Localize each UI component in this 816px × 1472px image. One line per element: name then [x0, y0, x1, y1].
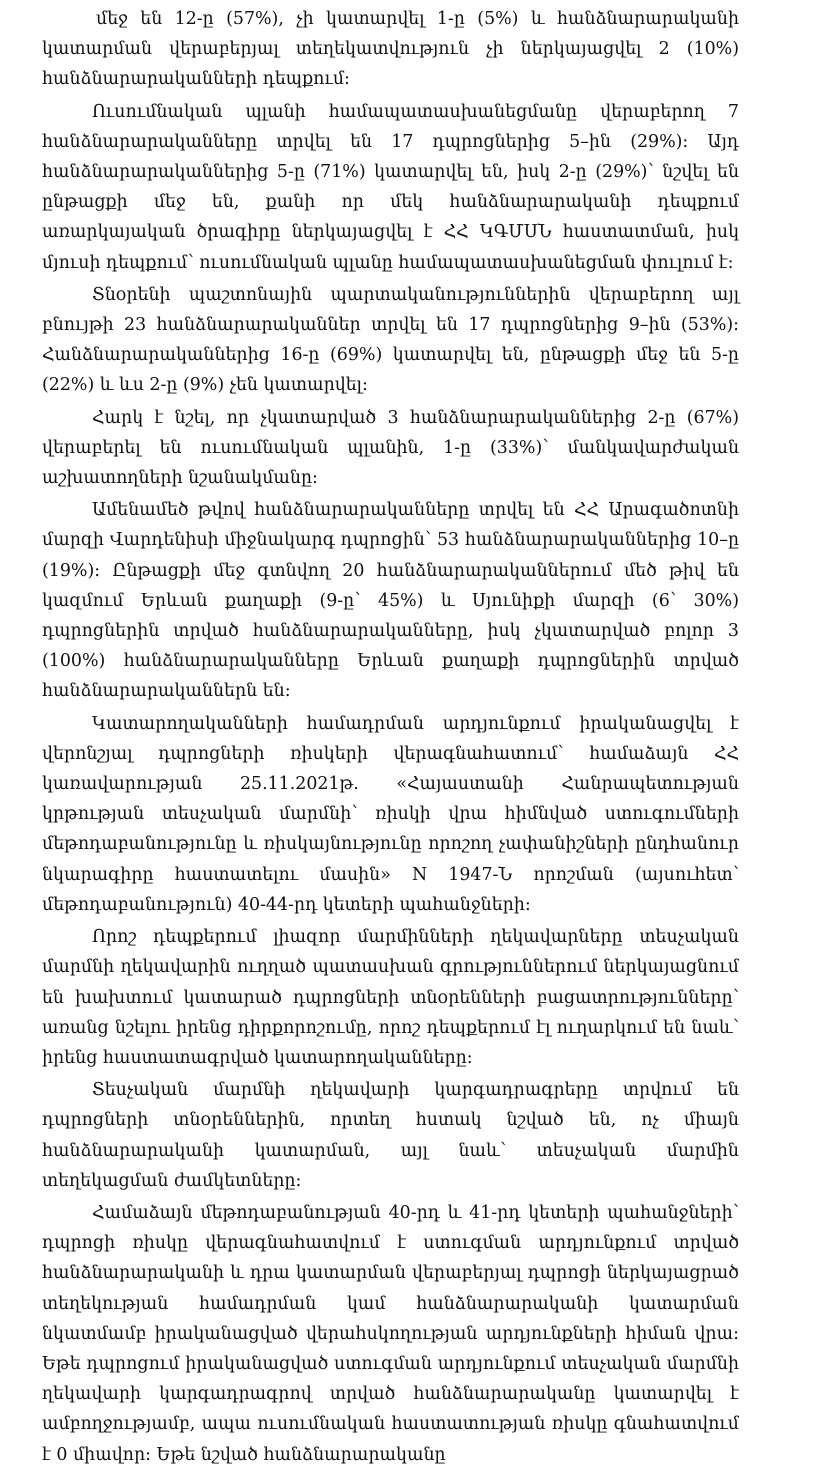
paragraph-8: Տեսչական մարմնի ղեկավարի կարգադրագրերը տրվում են դպրոցների տնօրեններին, որտեղ հստակ նշված են, ոչ միայն հանձնարարականի կատարման, այլ նաև՝ տեսչական մարմին տեղեկացման ժամկետները:	[42, 1080, 739, 1191]
paragraph-3: Տնօրենի պաշտոնային պարտականություններին վերաբերող այլ բնույթի 23 հանձնարարականներ տրվել են 17 դպրոցներից 9–ին (53%): Հանձնարարականներից 16-ը (69%) կատարվել են, ընթացքի մեջ են 5-ը (22%) և ևս 2-ը (9%) չեն կատարվել:	[42, 284, 739, 396]
paragraph-7: Որոշ դեպքերում լիազոր մարմինների ղեկավարները տեսչական մարմնի ղեկավարին ուղղած պատասխան գրություններում ներկայացնում են խախտում կատարած դպրոցների տնօրենների բացատրությունները՝ առանց նշելու իրենց դիրքորոշումը, որոշ դեպքերում էլ ուղարկում են նաև՝ իրենց հաստատագրված կատարողականները:	[42, 927, 739, 1068]
paragraph-1: մեջ են 12-ը (57%), չի կատարվել 1-ը (5%) և հանձնարարականի կատարման վերաբերյալ տեղեկատվություն չի ներկայացվել 2 (10%) հանձնարարականների դեպքում:	[42, 9, 739, 90]
paragraph-2: Ուսումնական պլանի համապատասխանեցմանը վերաբերող 7 հանձնարարականները տրվել են 17 դպրոցներից 5–ին (29%): Այդ հանձնարարականներից 5-ը (71%) կատարվել են, իսկ 2-ը (29%)՝ նշվել են ընթացքի մեջ են, քանի որ մեկ հանձնարարականի դեպքում առարկայական ծրագիրը ներկայացվել է ՀՀ ԿԳՄՍՆ հաստատման, իսկ մյուսի դեպքում՝ ուսումնական պլանը համապատասխանեցման փուլում է:	[42, 101, 739, 273]
paragraph-5: Ամենամեծ թվով հանձնարարականները տրվել են ՀՀ Արագածոտնի մարզի Վարդենիսի միջնակարգ դպրոցին՝ 53 հանձնարարականներից 10–ը (19%): Ընթացքի մեջ գտնվող 20 հանձնարարականներում մեծ թիվ են կազմում Երևան քաղաքի (9-ը՝ 45%) և Սյունիքի մարզի (6՝ 30%) դպրոցներին տրված հանձնարարականները, իսկ չկատարված բոլոր 3 (100%) հանձնարարականները Երևան քաղաքի դպրոցներին տրված հանձնարարականներն են:	[42, 500, 739, 702]
paragraph-9: Համաձայն մեթոդաբանության 40-րդ և 41-րդ կետերի պահանջների՝ դպրոցի ռիսկը վերագնահատվում է ստուգման արդյունքում տրված հանձնարարականի և դրա կատարման վերաբերյալ դպրոցի ներկայացրած տեղեկության համադրման կամ հանձնարարականի կատարման նկատմամբ իրականացված վերահսկողության արդյունքների հիման վրա: Եթե դպրոցում իրականացված ստուգման արդյունքում տեսչական մարմնի ղեկավարի կարգադրագրով տրված հանձնարարականը կատարվել է ամբողջությամբ, ապա ուսումնական հաստատության ռիսկը գնահատվում է 0 միավոր: Եթե նշված հանձնարարականը	[42, 1202, 739, 1465]
document-body	[42, 4, 739, 1472]
paragraph-6: Կատարողականների համադրման արդյունքում իրականացվել է վերոնշյալ դպրոցների ռիսկերի վերագնահատում՝ համաձայն ՀՀ կառավարության 25.11.2021թ. «Հայաստանի Հանրապետության կրթության տեսչական մարմնի՝ ռիսկի վրա հիմնված ստուգումների մեթոդաբանությունը և ռիսկայնությունը որոշող չափանիշների ընդհանուր նկարագիրը հաստատելու մասին» N 1947-Ն որոշման (այսուհետ՝ մեթոդաբանություն) 40-44-րդ կետերի պահանջների:	[42, 713, 739, 915]
paragraph-4: Հարկ է նշել, որ չկատարված 3 հանձնարարականներից 2-ը (67%) վերաբերել են ուսումնական պլանին, 1-ը (33%)՝ մանկավարժական աշխատողների նշանակմանը:	[42, 407, 739, 489]
